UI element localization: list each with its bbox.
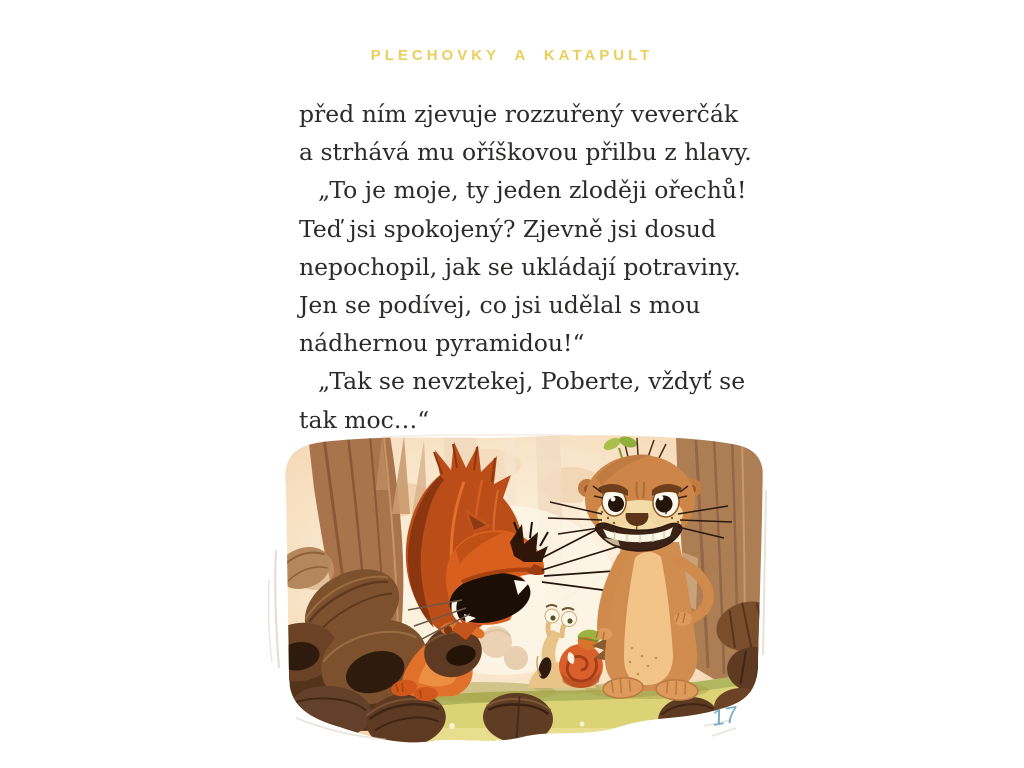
text-line: „Tak se nevztekej, Poberte, vždyť se <box>318 367 746 396</box>
text-line: Jen se podívej, co jsi udělal s mou <box>299 290 701 319</box>
chapter-title: PLECHOVKY A KATAPULT <box>370 47 654 64</box>
story-illustration <box>252 430 772 760</box>
text-line: „To je moje, ty jeden zloději ořechů! <box>318 176 747 205</box>
text-line: tak moc…“ <box>299 405 430 434</box>
text-line: před ním zjevuje rozzuřený veverčák <box>299 100 739 128</box>
text-line: a strhává mu oříškovou přilbu z hlavy. <box>299 138 752 167</box>
text-line: nádhernou pyramidou!“ <box>299 329 585 358</box>
text-line: nepochopil, jak se ukládají potraviny. <box>299 252 741 281</box>
page-number: 17 <box>709 700 740 731</box>
story-text <box>299 95 752 439</box>
text-line: Teď jsi spokojený? Zjevně jsi dosud <box>299 214 716 243</box>
